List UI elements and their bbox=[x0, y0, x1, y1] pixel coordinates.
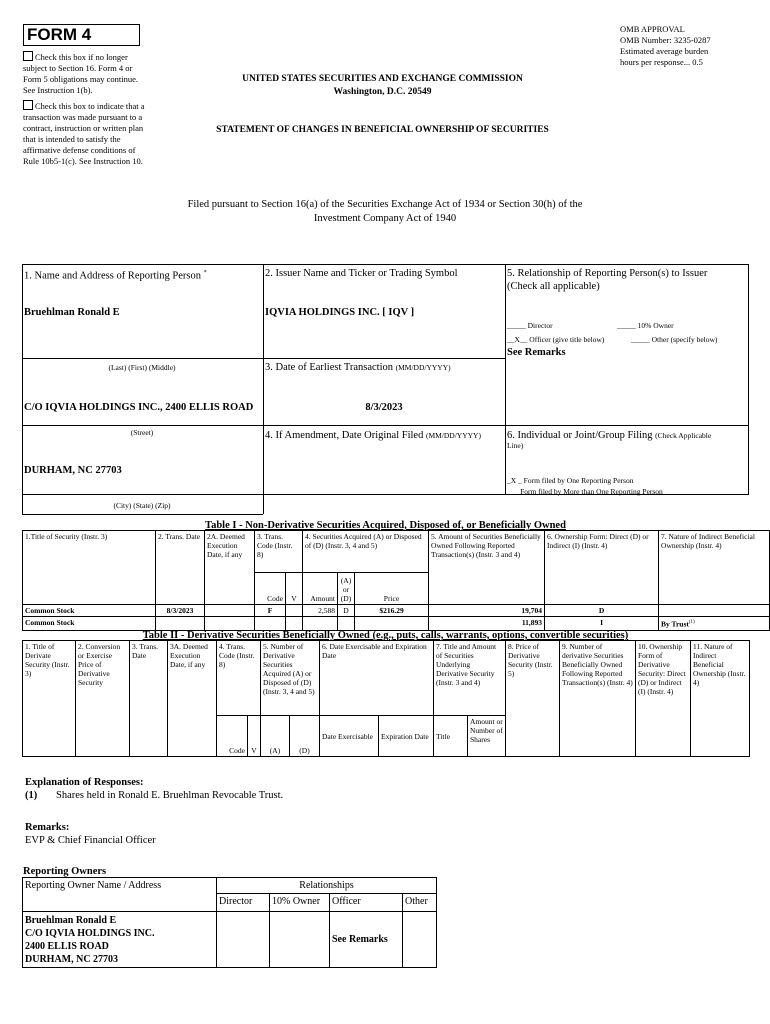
box5-label: 5. Relationship of Reporting Person(s) to Issuer bbox=[507, 268, 708, 279]
t2-title: Title bbox=[434, 716, 468, 757]
table-row bbox=[23, 617, 770, 631]
t1-amount: Amount bbox=[303, 573, 338, 605]
t1-r2-deemed bbox=[205, 617, 255, 631]
owner-line-2: C/O IQVIA HOLDINGS INC. bbox=[25, 927, 155, 939]
street-caption: (Street) bbox=[130, 428, 154, 437]
owner-officer-cell: See Remarks bbox=[330, 912, 403, 968]
t2-h1: 1. Title of Derivate Security (Instr. 3) bbox=[23, 641, 76, 757]
reporting-person-street: C/O IQVIA HOLDINGS INC., 2400 ELLIS ROAD bbox=[24, 402, 254, 413]
t1-price: Price bbox=[355, 573, 429, 605]
checkbox1-text: Check this box if no longer subject to Section 16. Form 4 or Form 5 obligations may continue. See Instruction 1(b). bbox=[23, 52, 138, 95]
statement-title: STATEMENT OF CHANGES IN BENEFICIAL OWNERSHIP OF SECURITIES bbox=[216, 125, 549, 135]
t1-r2-footnote: (1) bbox=[688, 620, 695, 625]
t2-h7: 7. Title and Amount of Securities Underlying Derivative Security (Instr. 3 and 4) bbox=[434, 641, 506, 716]
reporting-owners-table bbox=[22, 877, 437, 968]
t2-h9: 9. Number of derivative Securities Beneficially Owned Following Reported Transaction(s) (Instr. 4) bbox=[560, 641, 636, 757]
owner-name-header: Reporting Owner Name / Address bbox=[23, 878, 217, 912]
t1-code: Code bbox=[255, 573, 286, 605]
box6-label-line2: Line) bbox=[507, 441, 524, 450]
t1-r1-form: D bbox=[545, 605, 659, 617]
omb-approval: OMB APPROVAL bbox=[620, 24, 685, 34]
t2-code: Code bbox=[217, 716, 248, 757]
filed-pursuant-line2: Investment Company Act of 1940 bbox=[313, 213, 457, 224]
t1-h3: 3. Trans. Code (Instr. 8) bbox=[255, 531, 303, 573]
explanation-number: (1) bbox=[25, 790, 38, 801]
table-row bbox=[23, 605, 770, 617]
no-longer-subject-checkbox[interactable] bbox=[23, 51, 33, 61]
other-option[interactable]: _____ Other (specify below) bbox=[631, 335, 718, 344]
no-longer-subject-checkbox-text bbox=[23, 51, 150, 96]
director-option[interactable]: _____ Director bbox=[507, 321, 553, 330]
officer-option[interactable]: __X__ Officer (give title below) bbox=[507, 335, 605, 344]
t2-a: (A) bbox=[261, 716, 290, 757]
owner-name-address bbox=[23, 912, 217, 968]
owner-other-cell bbox=[403, 912, 437, 968]
t2-h10: 10. Ownership Form of Derivative Security: Direct (D) or Indirect (I) (Instr. 4) bbox=[636, 641, 691, 757]
t1-r1-title: Common Stock bbox=[23, 605, 156, 617]
table2-title: Table II - Derivative Securities Beneficially Owned (e.g., puts, calls, warrants, options, convertible securities) bbox=[142, 630, 629, 641]
owner-line-3: 2400 ELLIS ROAD bbox=[25, 940, 109, 952]
officer-title: See Remarks bbox=[507, 347, 566, 358]
t1-r2-date bbox=[156, 617, 205, 631]
relationships-header: Relationships bbox=[217, 878, 437, 894]
owner-ten-pct-cell bbox=[270, 912, 330, 968]
filed-pursuant-line1: Filed pursuant to Section 16(a) of the Securities Exchange Act of 1934 or Section 30(h) of the bbox=[187, 199, 583, 210]
remarks-text: EVP & Chief Financial Officer bbox=[25, 835, 156, 846]
t1-r2-nature bbox=[659, 617, 770, 631]
t1-r1-date: 8/3/2023 bbox=[156, 605, 205, 617]
omb-approval-block bbox=[620, 24, 760, 68]
t1-h6: 6. Ownership Form: Direct (D) or Indirect (I) (Instr. 4) bbox=[545, 531, 659, 605]
t1-r1-price: $216.29 bbox=[355, 605, 429, 617]
t1-r2-v bbox=[286, 617, 303, 631]
t1-h7: 7. Nature of Indirect Beneficial Ownership (Instr. 4) bbox=[659, 531, 770, 605]
box5-sublabel: (Check all applicable) bbox=[507, 281, 600, 292]
t1-h5: 5. Amount of Securities Beneficially Owned Following Reported Transaction(s) (Instr. 3 and 4) bbox=[429, 531, 545, 605]
t1-h4: 4. Securities Acquired (A) or Disposed of (D) (Instr. 3, 4 and 5) bbox=[303, 531, 429, 573]
box6-label-small: (Check Applicable bbox=[655, 431, 712, 440]
ten-pct-owner-option[interactable]: _____ 10% Owner bbox=[617, 321, 674, 330]
owner-line-4: DURHAM, NC 27703 bbox=[25, 953, 119, 965]
t2-amount: Amount or Number of Shares bbox=[468, 716, 506, 757]
t2-h8: 8. Price of Derivative Security (Instr. 5) bbox=[506, 641, 560, 757]
omb-number: OMB Number: 3235-0287 bbox=[620, 35, 711, 45]
t1-r1-code: F bbox=[255, 605, 286, 617]
t1-r1-nature bbox=[659, 605, 770, 617]
box1-sup: * bbox=[203, 270, 207, 276]
multiple-reporting-persons-option[interactable]: ___ Form filed by More than One Reporting Person bbox=[507, 487, 663, 496]
omb-burden: Estimated average burden bbox=[620, 46, 709, 56]
box4-label-small: (MM/DD/YYYY) bbox=[425, 431, 481, 440]
box3-label-small: (MM/DD/YYYY) bbox=[395, 363, 451, 372]
other-header: Other bbox=[403, 894, 437, 912]
t2-expiration-date: Expiration Date bbox=[379, 716, 434, 757]
t2-h4: 4. Trans. Code (Instr. 8) bbox=[217, 641, 261, 716]
t1-r2-owned: 11,893 bbox=[429, 617, 545, 631]
table1-title: Table I - Non-Derivative Securities Acquired, Disposed of, or Beneficially Owned bbox=[205, 520, 566, 531]
box3-label: 3. Date of Earliest Transaction (MM/DD/YYYY) bbox=[265, 362, 451, 373]
t1-r2-title: Common Stock bbox=[23, 617, 156, 631]
rule-10b5-1-checkbox[interactable] bbox=[23, 100, 33, 110]
t1-r2-amount bbox=[303, 617, 338, 631]
t2-h11: 11. Nature of Indirect Beneficial Ownership (Instr. 4) bbox=[691, 641, 750, 757]
t2-h6: 6. Date Exercisable and Expiration Date bbox=[320, 641, 434, 716]
officer-header: Officer bbox=[330, 894, 403, 912]
name-caption: (Last) (First) (Middle) bbox=[108, 363, 176, 372]
t1-r1-v bbox=[286, 605, 303, 617]
box2-label: 2. Issuer Name and Ticker or Trading Symbol bbox=[265, 268, 458, 279]
agency-name: UNITED STATES SECURITIES AND EXCHANGE COMMISSION bbox=[242, 74, 523, 84]
table-row bbox=[23, 912, 437, 968]
explanation-heading: Explanation of Responses: bbox=[25, 777, 144, 788]
t2-h2: 2. Conversion or Exercise Price of Derivative Security bbox=[76, 641, 130, 757]
owner-line-1: Bruehlman Ronald E bbox=[25, 914, 117, 926]
issuer-name: IQVIA HOLDINGS INC. [ IQV ] bbox=[265, 307, 415, 318]
one-reporting-person-option[interactable]: _X _ Form filed by One Reporting Person bbox=[507, 476, 634, 485]
form-title: FORM 4 bbox=[23, 24, 140, 46]
t2-v: V bbox=[248, 716, 261, 757]
t2-h3a: 3A. Deemed Execution Date, if any bbox=[168, 641, 217, 757]
t2-date-exercisable: Date Exercisable bbox=[320, 716, 379, 757]
t1-v: V bbox=[286, 573, 303, 605]
box4-label: 4. If Amendment, Date Original Filed (MM/DD/YYYY) bbox=[265, 430, 481, 441]
agency-location: Washington, D.C. 20549 bbox=[333, 87, 432, 97]
t2-h3: 3. Trans. Date bbox=[130, 641, 168, 757]
omb-hours: hours per response... 0.5 bbox=[620, 57, 703, 67]
checkbox2-text: Check this box to indicate that a transaction was made pursuant to a contract, instruction or written plan that is intended to satisfy the affirmative defense conditions of Rule 10b5-1(c). See Instruction 10. bbox=[23, 101, 145, 166]
table2 bbox=[22, 640, 750, 757]
t1-h2: 2. Trans. Date bbox=[156, 531, 205, 605]
explanation-text: Shares held in Ronald E. Bruehlman Revocable Trust. bbox=[56, 790, 284, 801]
reporting-person-city: DURHAM, NC 27703 bbox=[24, 465, 122, 476]
owner-director-cell bbox=[217, 912, 270, 968]
t2-d: (D) bbox=[290, 716, 320, 757]
t1-r2-price bbox=[355, 617, 429, 631]
director-header: Director bbox=[217, 894, 270, 912]
table1 bbox=[22, 530, 770, 631]
t1-r1-aord: D bbox=[338, 605, 355, 617]
reporting-person-name: Bruehlman Ronald E bbox=[24, 307, 120, 318]
t1-r2-aord bbox=[338, 617, 355, 631]
box1-label: 1. Name and Address of Reporting Person * bbox=[24, 270, 207, 282]
t1-r1-deemed bbox=[205, 605, 255, 617]
ten-pct-owner-header: 10% Owner bbox=[270, 894, 330, 912]
reporting-owners-heading: Reporting Owners bbox=[23, 866, 107, 877]
t1-h2a: 2A. Deemed Execution Date, if any bbox=[205, 531, 255, 605]
rule-10b5-1-checkbox-text bbox=[23, 100, 150, 167]
t1-r1-owned: 19,704 bbox=[429, 605, 545, 617]
t1-aord: (A) or (D) bbox=[338, 573, 355, 605]
t1-h1: 1.Title of Security (Instr. 3) bbox=[23, 531, 156, 605]
t1-r2-nature-text: By Trust bbox=[661, 619, 689, 629]
remarks-heading: Remarks: bbox=[25, 822, 70, 833]
box6-label: 6. Individual or Joint/Group Filing (Check Applicable bbox=[507, 430, 712, 441]
city-caption: (City) (State) (Zip) bbox=[113, 501, 171, 510]
t2-h5: 5. Number of Derivative Securities Acquired (A) or Disposed of (D) (Instr. 3, 4 and 5) bbox=[261, 641, 320, 716]
t1-r2-code bbox=[255, 617, 286, 631]
t1-r1-amount: 2,588 bbox=[303, 605, 338, 617]
t1-r2-form: I bbox=[545, 617, 659, 631]
earliest-transaction-date: 8/3/2023 bbox=[365, 402, 403, 413]
